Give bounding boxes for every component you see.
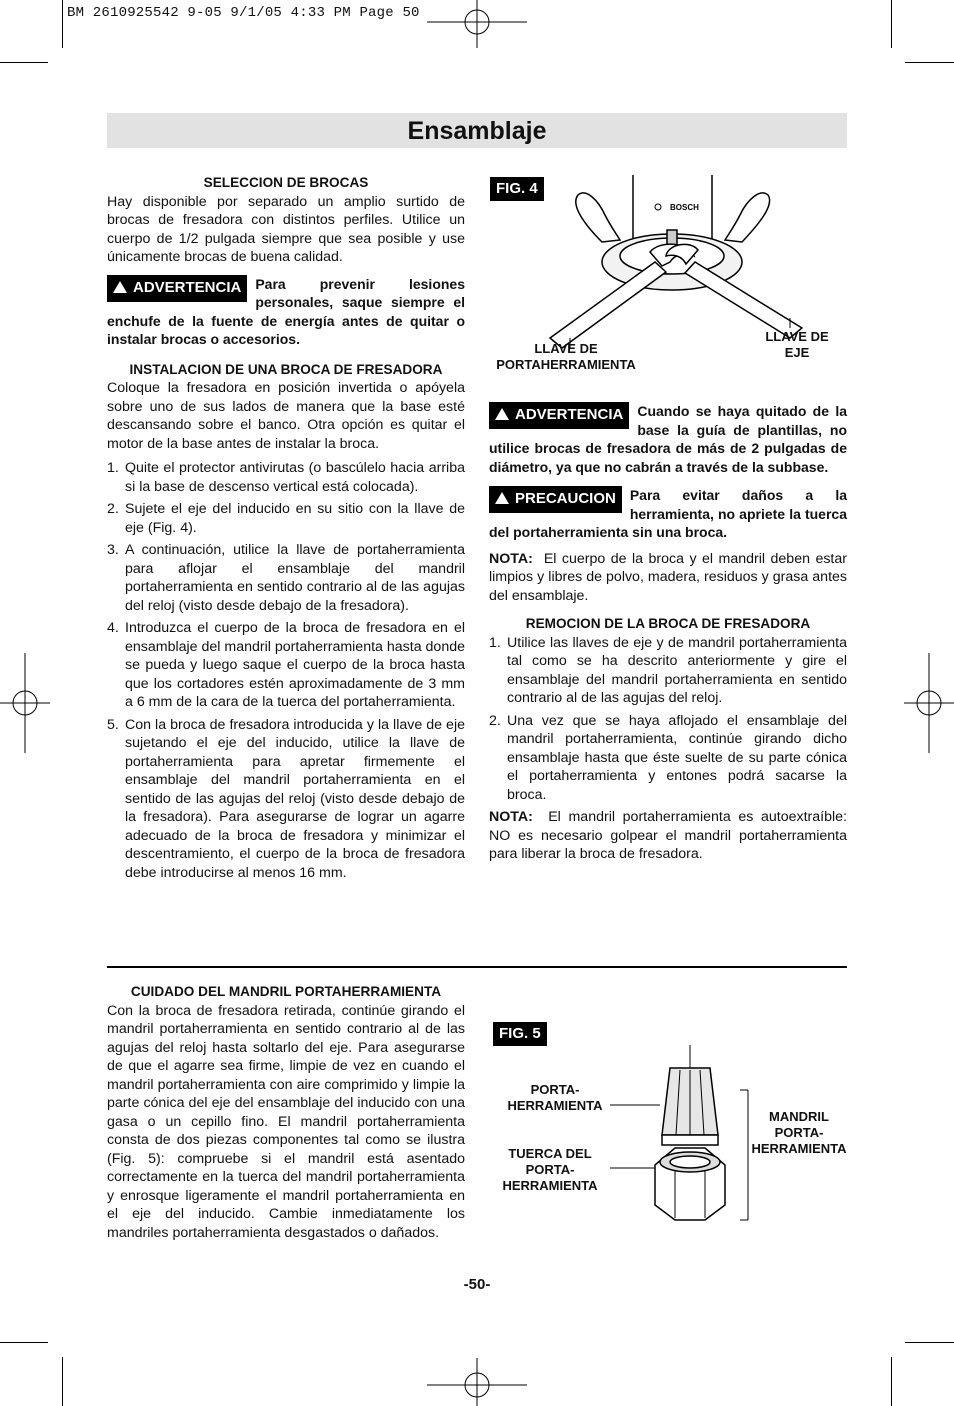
paragraph: Hay disponible por separado un amplio surtido de brocas de fresadora con distintos perfiles. Utilice un cuerpo de 1/2 pulgada siempre que sea posible y use únicamente brocas de buena calidad. (107, 193, 465, 265)
list-text: Quite el protector antivirutas (o bascúlelo hacia arriba si la base de descenso vertical está colocada). (125, 460, 465, 495)
caution-badge: PRECAUCION (489, 486, 622, 513)
list-number: 4. (107, 620, 119, 636)
list-item (107, 500, 465, 537)
section-heading: SELECCION DE BROCAS (203, 175, 369, 190)
list-item (107, 459, 465, 496)
list-text: Introduzca el cuerpo de la broca de fresadora en el ensamblaje del mandril portaherramienta hasta donde se pueda y luego saque el cuerpo de la broca hasta que los cortadores estén aproximadamente de 3 mm a 6 mm de la cara de la tuerca del portaherramienta. (125, 620, 465, 710)
warning-icon (113, 281, 127, 293)
list-number: 3. (107, 542, 119, 558)
warning-icon (495, 492, 509, 504)
section-heading: REMOCION DE LA BROCA DE FRESADORA (525, 616, 811, 631)
list-number: 1. (489, 634, 501, 651)
label-mandril: MANDRIL PORTA- HERRAMIENTA (751, 1109, 847, 1156)
section-heading: INSTALACION DE UNA BROCA DE FRESADORA (129, 361, 443, 377)
list-text: Una vez que se haya aflojado el ensamblaje del mandril portaherramienta, continúe girando dicho ensamblaje hasta que éste suelte de su parte cónica el portaherramienta y entones podrá sacarse la broca. (507, 712, 847, 803)
list-item (489, 634, 847, 708)
warning-icon (495, 408, 509, 420)
warning-badge: ADVERTENCIA (107, 275, 247, 302)
list-item (489, 712, 847, 805)
list-item (107, 619, 465, 712)
figure-label: FIG. 4 (490, 177, 544, 201)
list-item (107, 541, 465, 615)
page-number: -50- (463, 1276, 491, 1293)
list-text: A continuación, utilice la llave de portaherramienta para aflojar el ensamblaje del mandril portaherramienta en sentido contrario al de las agujas del reloj (visto desde debajo de la fresadora). (125, 542, 465, 614)
list-item (107, 716, 465, 883)
warning-block (107, 275, 465, 349)
list-number: 2. (489, 712, 501, 729)
caution-text: Para evitar daños a la herramienta, no apriete la tuerca del portaherramienta sin una broca. (489, 487, 847, 540)
note: NOTA: El mandril portaherramienta es autoextraíble: NO es necesario golpear el mandril portaherramienta para liberar la broca de fresadora. (489, 809, 847, 862)
list-text: Sujete el eje del inducido en su sitio con la llave de eje (Fig. 4). (125, 501, 465, 536)
steps-list (107, 459, 465, 882)
left-column-bottom (107, 983, 465, 1242)
list-number: 2. (107, 501, 119, 517)
steps-list (489, 634, 847, 805)
list-text: Con la broca de fresadora introducida y la llave de eje sujetando el eje del inducido, utilice la llave de portaherramienta para apretar firmemente el ensamblaje del mandril portaherramienta en el sentido de las agujas del reloj (visto desde debajo de la fresadora). Para asegurarse de lograr un agarre adecuado de la broca de fresadora y minimizar el descentramiento, el cuerpo de la broca de fresadora debe introducirse al menos 16 mm. (125, 716, 465, 881)
section-heading: CUIDADO DEL MANDRIL PORTAHERRAMIENTA (130, 984, 442, 999)
right-column (489, 402, 847, 864)
label-tuerca: TUERCA DEL PORTA- HERRAMIENTA (502, 1146, 598, 1193)
caution-block (489, 486, 847, 542)
label-llave-eje: LLAVE DE EJE (765, 329, 829, 360)
left-column (107, 174, 465, 886)
list-number: 1. (107, 460, 119, 476)
paragraph: Coloque la fresadora en posición invertida o apóyela sobre uno de sus lados de manera que la base esté descansando sobre el banco. Otra opción es quitar el motor de la base antes de instalar la broca. (107, 380, 465, 452)
note: NOTA: El cuerpo de la broca y el mandril deben estar limpios y libres de polvo, madera, residuos y grasa antes del ensamblaje. (489, 550, 847, 604)
warning-badge: ADVERTENCIA (489, 402, 629, 429)
fig5-illustration (600, 1040, 760, 1230)
warning-text: Cuando se haya quitado de la base la guía de plantillas, no utilice brocas de fresadora de más de 2 pulgadas de diámetro, ya que no cabrán a través de la subbase. (489, 403, 847, 475)
list-number: 5. (107, 716, 119, 733)
label-llave-portaherramienta: LLAVE DE PORTAHERRAMIENTA (496, 341, 636, 372)
warning-text: Para prevenir lesiones personales, saque siempre el enchufe de la fuente de energía antes de quitar o instalar brocas o accesorios. (107, 275, 465, 347)
label-portaherramienta: PORTA- HERRAMIENTA (507, 1082, 603, 1113)
brand-text: BOSCH (670, 203, 699, 212)
figure-label: FIG. 5 (493, 1022, 547, 1046)
list-text: Utilice las llaves de eje y de mandril portaherramienta tal como se ha descrito anteriormente y gire el ensamblaje del mandril portaherramienta en sentido contrario al de las agujas del reloj. (507, 634, 847, 706)
paragraph: Con la broca de fresadora retirada, continúe girando el mandril portaherramienta en sentido contrario al de las agujas del reloj hasta soltarlo del eje. Para asegurarse de que el agarre sea firme, limpie de vez en cuando el mandril portaherramienta con aire comprimido y limpie la parte cónica del eje del ensamblaje del inducido con una gasa o un cepillo fino. El mandril portaherramienta consta de dos piezas componentes tal como se ilustra (Fig. 5): compruebe si el mandril está asentado correctamente en la tuerca del mandril portaherramienta y enrosque ligeramente el mandril portaherramienta en el eje del inducido. Cambie inmediatamente los mandriles portaherramienta desgastados o dañados. (107, 1002, 465, 1241)
print-header: BM 2610925542 9-05 9/1/05 4:33 PM Page 50 (67, 5, 420, 21)
warning-block (489, 402, 847, 476)
page-title: Ensamblaje (407, 117, 547, 145)
section-divider (107, 966, 847, 968)
